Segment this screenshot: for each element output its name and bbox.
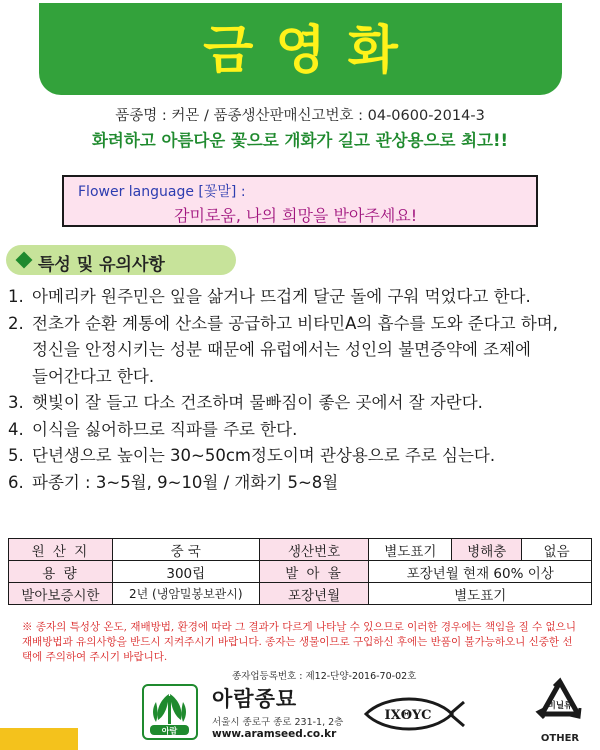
pest-label: 병해충 xyxy=(452,539,522,561)
item-text: 단년생으로 높이는 30~50cm정도이며 관상용으로 주로 심는다. xyxy=(32,446,496,465)
list-item xyxy=(8,443,598,470)
item-number: 3. xyxy=(8,393,24,412)
ichthys-text: IXΘYC xyxy=(384,708,432,723)
germination-rate-value: 포장년월 현재 60% 이상 xyxy=(369,561,592,583)
item-number: 6. xyxy=(8,472,24,492)
flower-language-label: Flower language [꽃말] : xyxy=(78,184,246,200)
table-row xyxy=(9,561,592,583)
germination-rate-label: 발 아 율 xyxy=(259,561,369,583)
quantity-value: 300립 xyxy=(112,561,259,583)
pest-value: 없음 xyxy=(522,539,592,561)
variety-info: 품종명 : 커몬 / 품종생산판매신고번호 : 04-0600-2014-3 xyxy=(115,108,485,124)
origin-value: 중 국 xyxy=(112,539,259,561)
table-row xyxy=(9,539,592,561)
item-text: 파종기 : 3~5월, 9~10월 / 개화기 5~8월 xyxy=(32,472,339,492)
title-banner xyxy=(39,3,562,95)
recycle-label: OTHER xyxy=(540,733,580,744)
section-heading xyxy=(6,245,236,275)
item-text: 이식을 싫어하므로 직파를 주로 한다. xyxy=(32,419,298,439)
caution-notice: ※ 종자의 특성상 온도, 재배방법, 환경에 따라 그 결과가 다르게 나타날 수 있으므로 이러한 경우에는 책임을 질 수 없으니 재배방법과 유의사항을 반드시 지켜주시기 바랍니다. 종자는 생물이므로 구입하신 후에는 반품이 불가능하오니 신중한 선택에 주의하여 주시기 바랍니다. xyxy=(22,621,576,663)
item-text: 햇빛이 잘 들고 다소 건조하며 물빠짐이 좋은 곳에서 잘 자란다. xyxy=(32,393,483,412)
item-number: 5. xyxy=(8,446,24,465)
list-item xyxy=(8,311,598,391)
flower-language-text: 감미로움, 나의 희망을 받아주세요! xyxy=(174,206,418,225)
section-title: 특성 및 유의사항 xyxy=(38,255,165,275)
table-row xyxy=(9,583,592,605)
company-name: 아람종묘 xyxy=(212,687,298,711)
packing-date-label: 포장년월 xyxy=(259,583,369,605)
item-number: 2. xyxy=(8,313,24,333)
logo-text: 아람 xyxy=(161,726,178,736)
company-website[interactable]: www.aramseed.co.kr xyxy=(212,728,337,740)
corner-accent xyxy=(0,728,78,750)
guarantee-label: 발아보증시한 xyxy=(9,583,113,605)
recycle-icon xyxy=(532,676,588,732)
list-item xyxy=(8,390,598,417)
list-item xyxy=(8,470,598,497)
flower-language-box xyxy=(62,175,538,227)
list-item xyxy=(8,284,598,311)
characteristics-list xyxy=(8,284,598,496)
item-text: 아메리카 원주민은 잎을 삶거나 뜨겁게 달군 돌에 구워 먹었다고 한다. xyxy=(32,287,531,306)
recycle-type: 비닐류 xyxy=(547,701,573,711)
item-text: 전초가 순환 계통에 산소를 공급하고 비타민A의 흡수를 도와 준다고 하며, 정신을 안정시키는 성분 때문에 유럽에서는 성인의 불면증약에 조제에 들어간다고 한다. xyxy=(32,313,558,386)
item-number: 1. xyxy=(8,287,24,306)
list-item xyxy=(8,417,598,444)
sprout-logo-icon xyxy=(142,684,198,740)
production-number-value: 별도표기 xyxy=(369,539,452,561)
product-title: 금영화 xyxy=(203,21,420,81)
origin-label: 원 산 지 xyxy=(9,539,113,561)
quantity-label: 용 량 xyxy=(9,561,113,583)
slogan: 화려하고 아름다운 꽃으로 개화가 길고 관상용으로 최고!! xyxy=(91,131,509,150)
diamond-bullet-icon xyxy=(16,252,33,269)
company-address: 서울시 종로구 종로 231-1, 2층 xyxy=(212,717,344,728)
spec-table xyxy=(8,538,592,605)
packing-date-value: 별도표기 xyxy=(369,583,592,605)
ichthys-fish-icon xyxy=(362,694,466,734)
guarantee-value: 2년 (냉암밀봉보관시) xyxy=(112,583,259,605)
item-number: 4. xyxy=(8,419,24,439)
registration-number: 종자업등록번호 : 제12-단양-2016-70-02호 xyxy=(232,671,417,682)
production-number-label: 생산번호 xyxy=(259,539,369,561)
